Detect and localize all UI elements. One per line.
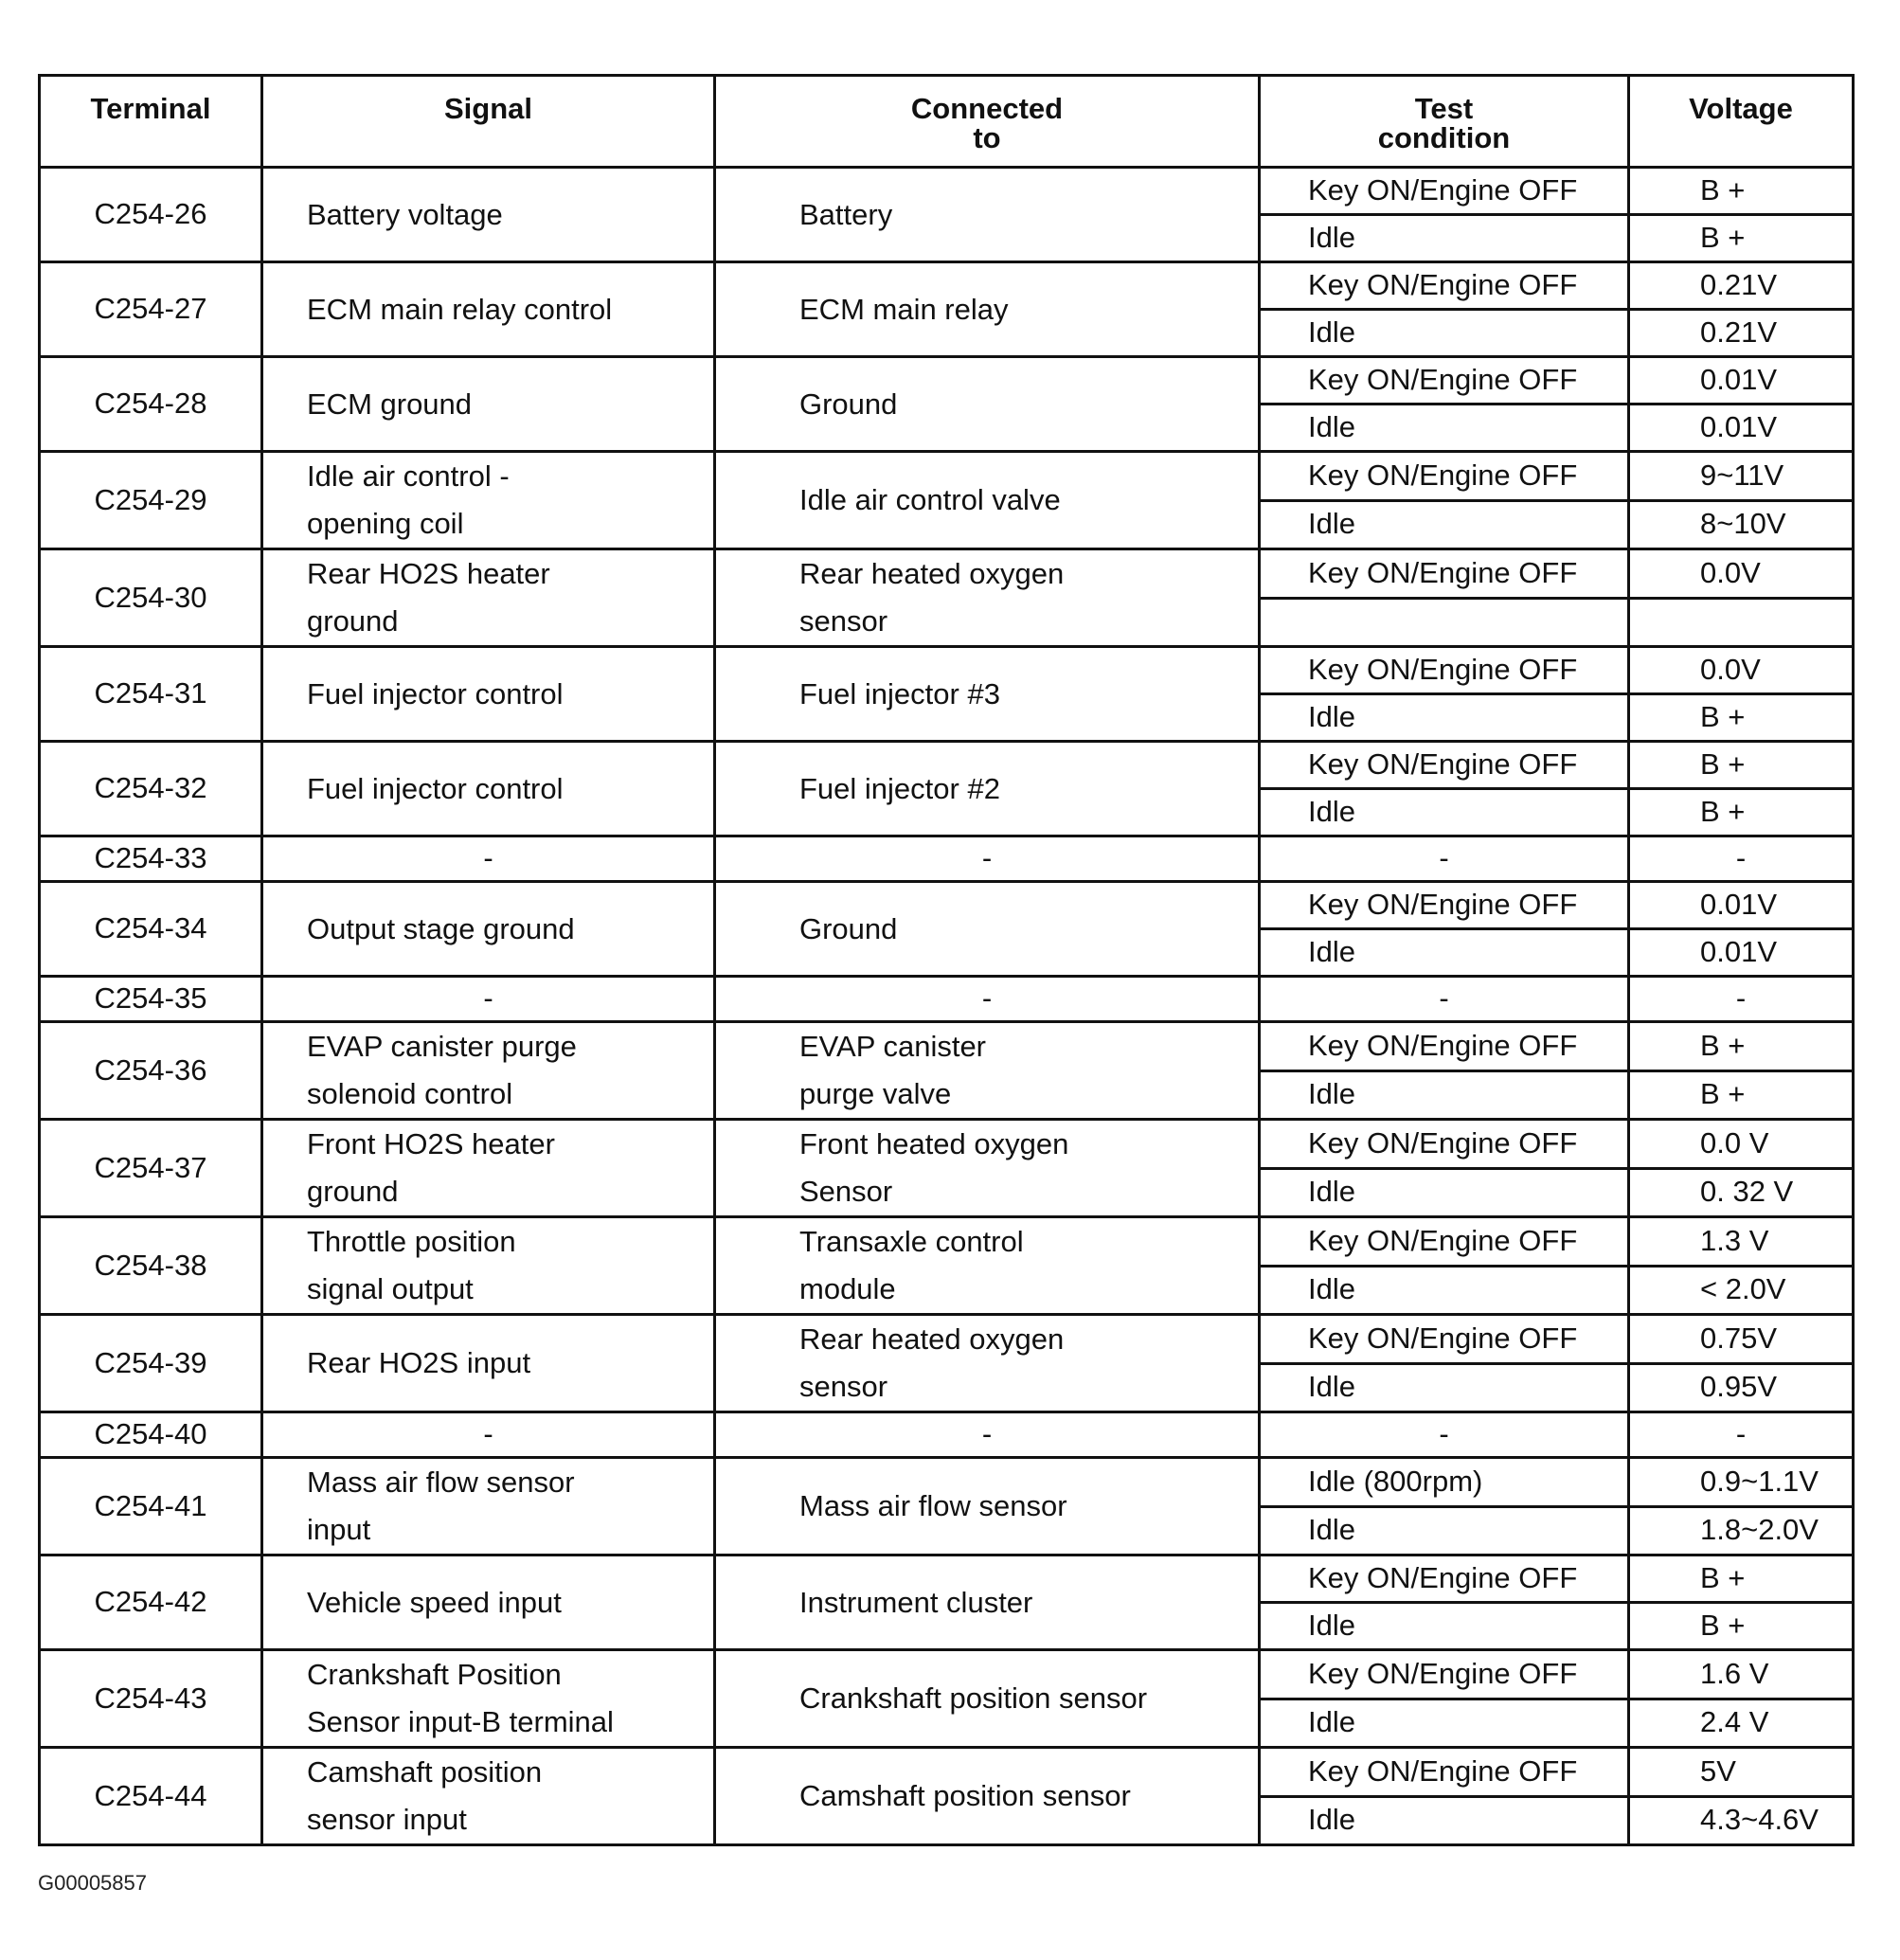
connected-cell — [715, 742, 1260, 836]
connected-cell — [715, 1748, 1260, 1845]
table-row — [40, 647, 1854, 694]
header-signal: Signal — [262, 76, 715, 168]
connected-line: Camshaft position sensor — [799, 1779, 1131, 1812]
table-row — [40, 1555, 1854, 1603]
table-row — [40, 882, 1854, 929]
signal-line: Rear HO2S input — [307, 1346, 531, 1379]
connected-line: Transaxle control — [799, 1225, 1024, 1258]
voltage-cell: 0.21V — [1629, 262, 1854, 310]
voltage-cell: - — [1629, 836, 1854, 882]
test-condition-cell: Key ON/Engine OFF — [1260, 357, 1629, 405]
table-row — [40, 452, 1854, 501]
test-condition-cell: Idle — [1260, 405, 1629, 452]
signal-cell — [262, 452, 715, 549]
voltage-cell: - — [1629, 1412, 1854, 1458]
table-row — [40, 977, 1854, 1022]
test-condition-cell: Key ON/Engine OFF — [1260, 452, 1629, 501]
table-row — [40, 1120, 1854, 1169]
voltage-cell: 1.8~2.0V — [1629, 1506, 1854, 1555]
terminal-cell: C254-44 — [40, 1748, 262, 1845]
connected-line: ECM main relay — [799, 292, 1009, 326]
terminal-cell: C254-37 — [40, 1120, 262, 1217]
table-row — [40, 836, 1854, 882]
terminal-cell: C254-39 — [40, 1315, 262, 1412]
connected-line: Battery — [799, 197, 893, 231]
signal-cell — [262, 647, 715, 742]
connected-line: Ground — [799, 911, 898, 945]
connected-cell — [715, 1217, 1260, 1315]
voltage-cell: 9~11V — [1629, 452, 1854, 501]
connected-cell: - — [715, 836, 1260, 882]
signal-line: solenoid control — [307, 1077, 513, 1110]
signal-cell — [262, 1458, 715, 1555]
table-row — [40, 1748, 1854, 1797]
terminal-cell: C254-26 — [40, 168, 262, 262]
test-condition-cell: Idle — [1260, 1168, 1629, 1217]
voltage-cell: B + — [1629, 215, 1854, 262]
test-condition-cell: - — [1260, 1412, 1629, 1458]
signal-line: ECM ground — [307, 387, 473, 421]
voltage-cell: B + — [1629, 742, 1854, 789]
table-row — [40, 168, 1854, 215]
terminal-cell: C254-31 — [40, 647, 262, 742]
connected-cell: - — [715, 1412, 1260, 1458]
header-voltage: Voltage — [1629, 76, 1854, 168]
signal-line: Front HO2S heater — [307, 1127, 555, 1160]
connected-line: Rear heated oxygen — [799, 1322, 1065, 1356]
connected-line: EVAP canister — [799, 1030, 987, 1063]
test-condition-cell — [1260, 598, 1629, 647]
voltage-cell: B + — [1629, 1603, 1854, 1650]
connected-line: Ground — [799, 387, 898, 421]
test-condition-cell: Key ON/Engine OFF — [1260, 168, 1629, 215]
signal-line: input — [307, 1513, 371, 1546]
voltage-cell: 0.0 V — [1629, 1120, 1854, 1169]
test-condition-cell: Idle — [1260, 929, 1629, 977]
header-test-condition: Test condition — [1260, 76, 1629, 168]
signal-cell — [262, 882, 715, 977]
test-condition-cell: Idle — [1260, 1266, 1629, 1315]
signal-line: ground — [307, 1175, 399, 1208]
connected-cell — [715, 1650, 1260, 1748]
table-row — [40, 1217, 1854, 1267]
test-condition-cell: Idle — [1260, 215, 1629, 262]
connected-line: Crankshaft position sensor — [799, 1681, 1148, 1715]
voltage-cell: B + — [1629, 168, 1854, 215]
voltage-cell: 1.3 V — [1629, 1217, 1854, 1267]
signal-cell — [262, 1120, 715, 1217]
signal-line: Vehicle speed input — [307, 1585, 562, 1619]
terminal-cell: C254-42 — [40, 1555, 262, 1650]
test-condition-cell: Key ON/Engine OFF — [1260, 1217, 1629, 1267]
voltage-cell — [1629, 598, 1854, 647]
test-condition-cell: Idle — [1260, 1796, 1629, 1845]
connected-line: Rear heated oxygen — [799, 557, 1065, 590]
terminal-cell: C254-29 — [40, 452, 262, 549]
voltage-cell: - — [1629, 977, 1854, 1022]
signal-line: Mass air flow sensor — [307, 1466, 575, 1499]
table-row — [40, 1412, 1854, 1458]
signal-cell — [262, 549, 715, 647]
table-row — [40, 742, 1854, 789]
test-condition-cell: Key ON/Engine OFF — [1260, 742, 1629, 789]
terminal-cell: C254-41 — [40, 1458, 262, 1555]
connected-cell — [715, 262, 1260, 357]
test-condition-cell: Key ON/Engine OFF — [1260, 549, 1629, 599]
test-condition-cell: Key ON/Engine OFF — [1260, 1748, 1629, 1797]
test-condition-cell: Key ON/Engine OFF — [1260, 1650, 1629, 1699]
signal-cell — [262, 1555, 715, 1650]
test-condition-cell: - — [1260, 836, 1629, 882]
table-row — [40, 1022, 1854, 1071]
signal-cell — [262, 1315, 715, 1412]
signal-cell: - — [262, 836, 715, 882]
signal-cell: - — [262, 977, 715, 1022]
connected-line: Front heated oxygen — [799, 1127, 1069, 1160]
header-row — [40, 76, 1854, 168]
test-condition-cell: Idle — [1260, 1699, 1629, 1748]
test-condition-cell: Key ON/Engine OFF — [1260, 1120, 1629, 1169]
test-condition-cell: Key ON/Engine OFF — [1260, 262, 1629, 310]
connected-line: Instrument cluster — [799, 1585, 1033, 1619]
signal-line: Rear HO2S heater — [307, 557, 550, 590]
signal-line: sensor input — [307, 1803, 467, 1836]
signal-line: Fuel injector control — [307, 676, 564, 710]
test-condition-cell: Idle — [1260, 310, 1629, 357]
voltage-cell: 0.0V — [1629, 549, 1854, 599]
test-condition-cell: Key ON/Engine OFF — [1260, 647, 1629, 694]
terminal-voltage-table — [38, 74, 1855, 1846]
signal-cell: - — [262, 1412, 715, 1458]
voltage-cell: 0. 32 V — [1629, 1168, 1854, 1217]
test-condition-cell: Key ON/Engine OFF — [1260, 1315, 1629, 1364]
terminal-cell: C254-32 — [40, 742, 262, 836]
connected-line: purge valve — [799, 1077, 952, 1110]
connected-line: sensor — [799, 1370, 888, 1403]
connected-line: Mass air flow sensor — [799, 1489, 1067, 1522]
connected-cell — [715, 647, 1260, 742]
voltage-cell: 0.21V — [1629, 310, 1854, 357]
connected-cell — [715, 549, 1260, 647]
test-condition-cell: Idle — [1260, 1363, 1629, 1412]
signal-line: EVAP canister purge — [307, 1030, 577, 1063]
voltage-cell: B + — [1629, 694, 1854, 742]
terminal-cell: C254-27 — [40, 262, 262, 357]
voltage-cell: 0.9~1.1V — [1629, 1458, 1854, 1507]
voltage-cell: < 2.0V — [1629, 1266, 1854, 1315]
voltage-cell: 0.95V — [1629, 1363, 1854, 1412]
signal-cell — [262, 1650, 715, 1748]
test-condition-cell: Key ON/Engine OFF — [1260, 1022, 1629, 1071]
voltage-cell: 1.6 V — [1629, 1650, 1854, 1699]
terminal-cell: C254-33 — [40, 836, 262, 882]
signal-cell — [262, 1022, 715, 1120]
test-condition-cell: Idle (800rpm) — [1260, 1458, 1629, 1507]
signal-line: Output stage ground — [307, 911, 575, 945]
signal-cell — [262, 1748, 715, 1845]
connected-cell — [715, 1120, 1260, 1217]
connected-line: Fuel injector #3 — [799, 676, 1000, 710]
terminal-cell: C254-35 — [40, 977, 262, 1022]
table-row — [40, 1650, 1854, 1699]
test-condition-cell: Idle — [1260, 1070, 1629, 1120]
table-row — [40, 357, 1854, 405]
terminal-cell: C254-43 — [40, 1650, 262, 1748]
signal-line: Camshaft position — [307, 1755, 543, 1789]
connected-line: sensor — [799, 604, 888, 638]
voltage-cell: 5V — [1629, 1748, 1854, 1797]
signal-line: Idle air control - — [307, 459, 510, 493]
connected-cell — [715, 357, 1260, 452]
table-row — [40, 1315, 1854, 1364]
signal-cell — [262, 357, 715, 452]
voltage-cell: 0.75V — [1629, 1315, 1854, 1364]
table-row — [40, 262, 1854, 310]
voltage-cell: B + — [1629, 1555, 1854, 1603]
voltage-cell: B + — [1629, 1070, 1854, 1120]
voltage-cell: 0.01V — [1629, 357, 1854, 405]
test-condition-cell: Key ON/Engine OFF — [1260, 1555, 1629, 1603]
terminal-cell: C254-38 — [40, 1217, 262, 1315]
voltage-cell: 4.3~4.6V — [1629, 1796, 1854, 1845]
connected-line: module — [799, 1272, 896, 1305]
signal-cell — [262, 742, 715, 836]
signal-cell — [262, 1217, 715, 1315]
connected-line: Sensor — [799, 1175, 893, 1208]
connected-cell — [715, 452, 1260, 549]
terminal-cell: C254-36 — [40, 1022, 262, 1120]
connected-cell — [715, 168, 1260, 262]
terminal-cell: C254-40 — [40, 1412, 262, 1458]
voltage-cell: 0.01V — [1629, 882, 1854, 929]
voltage-cell: 0.01V — [1629, 929, 1854, 977]
table-row — [40, 549, 1854, 599]
test-condition-cell: Idle — [1260, 1506, 1629, 1555]
signal-line: opening coil — [307, 507, 464, 540]
voltage-cell: 8~10V — [1629, 500, 1854, 549]
test-condition-cell: Key ON/Engine OFF — [1260, 882, 1629, 929]
signal-cell — [262, 168, 715, 262]
figure-id: G00005857 — [38, 1871, 147, 1895]
connected-cell — [715, 1555, 1260, 1650]
signal-line: Sensor input-B terminal — [307, 1705, 614, 1738]
signal-line: signal output — [307, 1272, 474, 1305]
header-connected-to: Connected to — [715, 76, 1260, 168]
connected-cell: - — [715, 977, 1260, 1022]
connected-line: Idle air control valve — [799, 483, 1061, 516]
test-condition-cell: Idle — [1260, 694, 1629, 742]
voltage-cell: B + — [1629, 789, 1854, 836]
test-condition-cell: Idle — [1260, 789, 1629, 836]
voltage-cell: B + — [1629, 1022, 1854, 1071]
header-terminal: Terminal — [40, 76, 262, 168]
signal-line: ECM main relay control — [307, 292, 613, 326]
table-row — [40, 1458, 1854, 1507]
connected-cell — [715, 882, 1260, 977]
connected-cell — [715, 1458, 1260, 1555]
signal-line: Crankshaft Position — [307, 1658, 562, 1691]
signal-cell — [262, 262, 715, 357]
terminal-cell: C254-28 — [40, 357, 262, 452]
test-condition-cell: Idle — [1260, 1603, 1629, 1650]
signal-line: Fuel injector control — [307, 771, 564, 805]
signal-line: Battery voltage — [307, 197, 503, 231]
voltage-cell: 2.4 V — [1629, 1699, 1854, 1748]
connected-cell — [715, 1022, 1260, 1120]
signal-line: ground — [307, 604, 399, 638]
terminal-cell: C254-34 — [40, 882, 262, 977]
connected-cell — [715, 1315, 1260, 1412]
test-condition-cell: - — [1260, 977, 1629, 1022]
test-condition-cell: Idle — [1260, 500, 1629, 549]
voltage-cell: 0.01V — [1629, 405, 1854, 452]
signal-line: Throttle position — [307, 1225, 516, 1258]
connected-line: Fuel injector #2 — [799, 771, 1000, 805]
voltage-cell: 0.0V — [1629, 647, 1854, 694]
terminal-cell: C254-30 — [40, 549, 262, 647]
